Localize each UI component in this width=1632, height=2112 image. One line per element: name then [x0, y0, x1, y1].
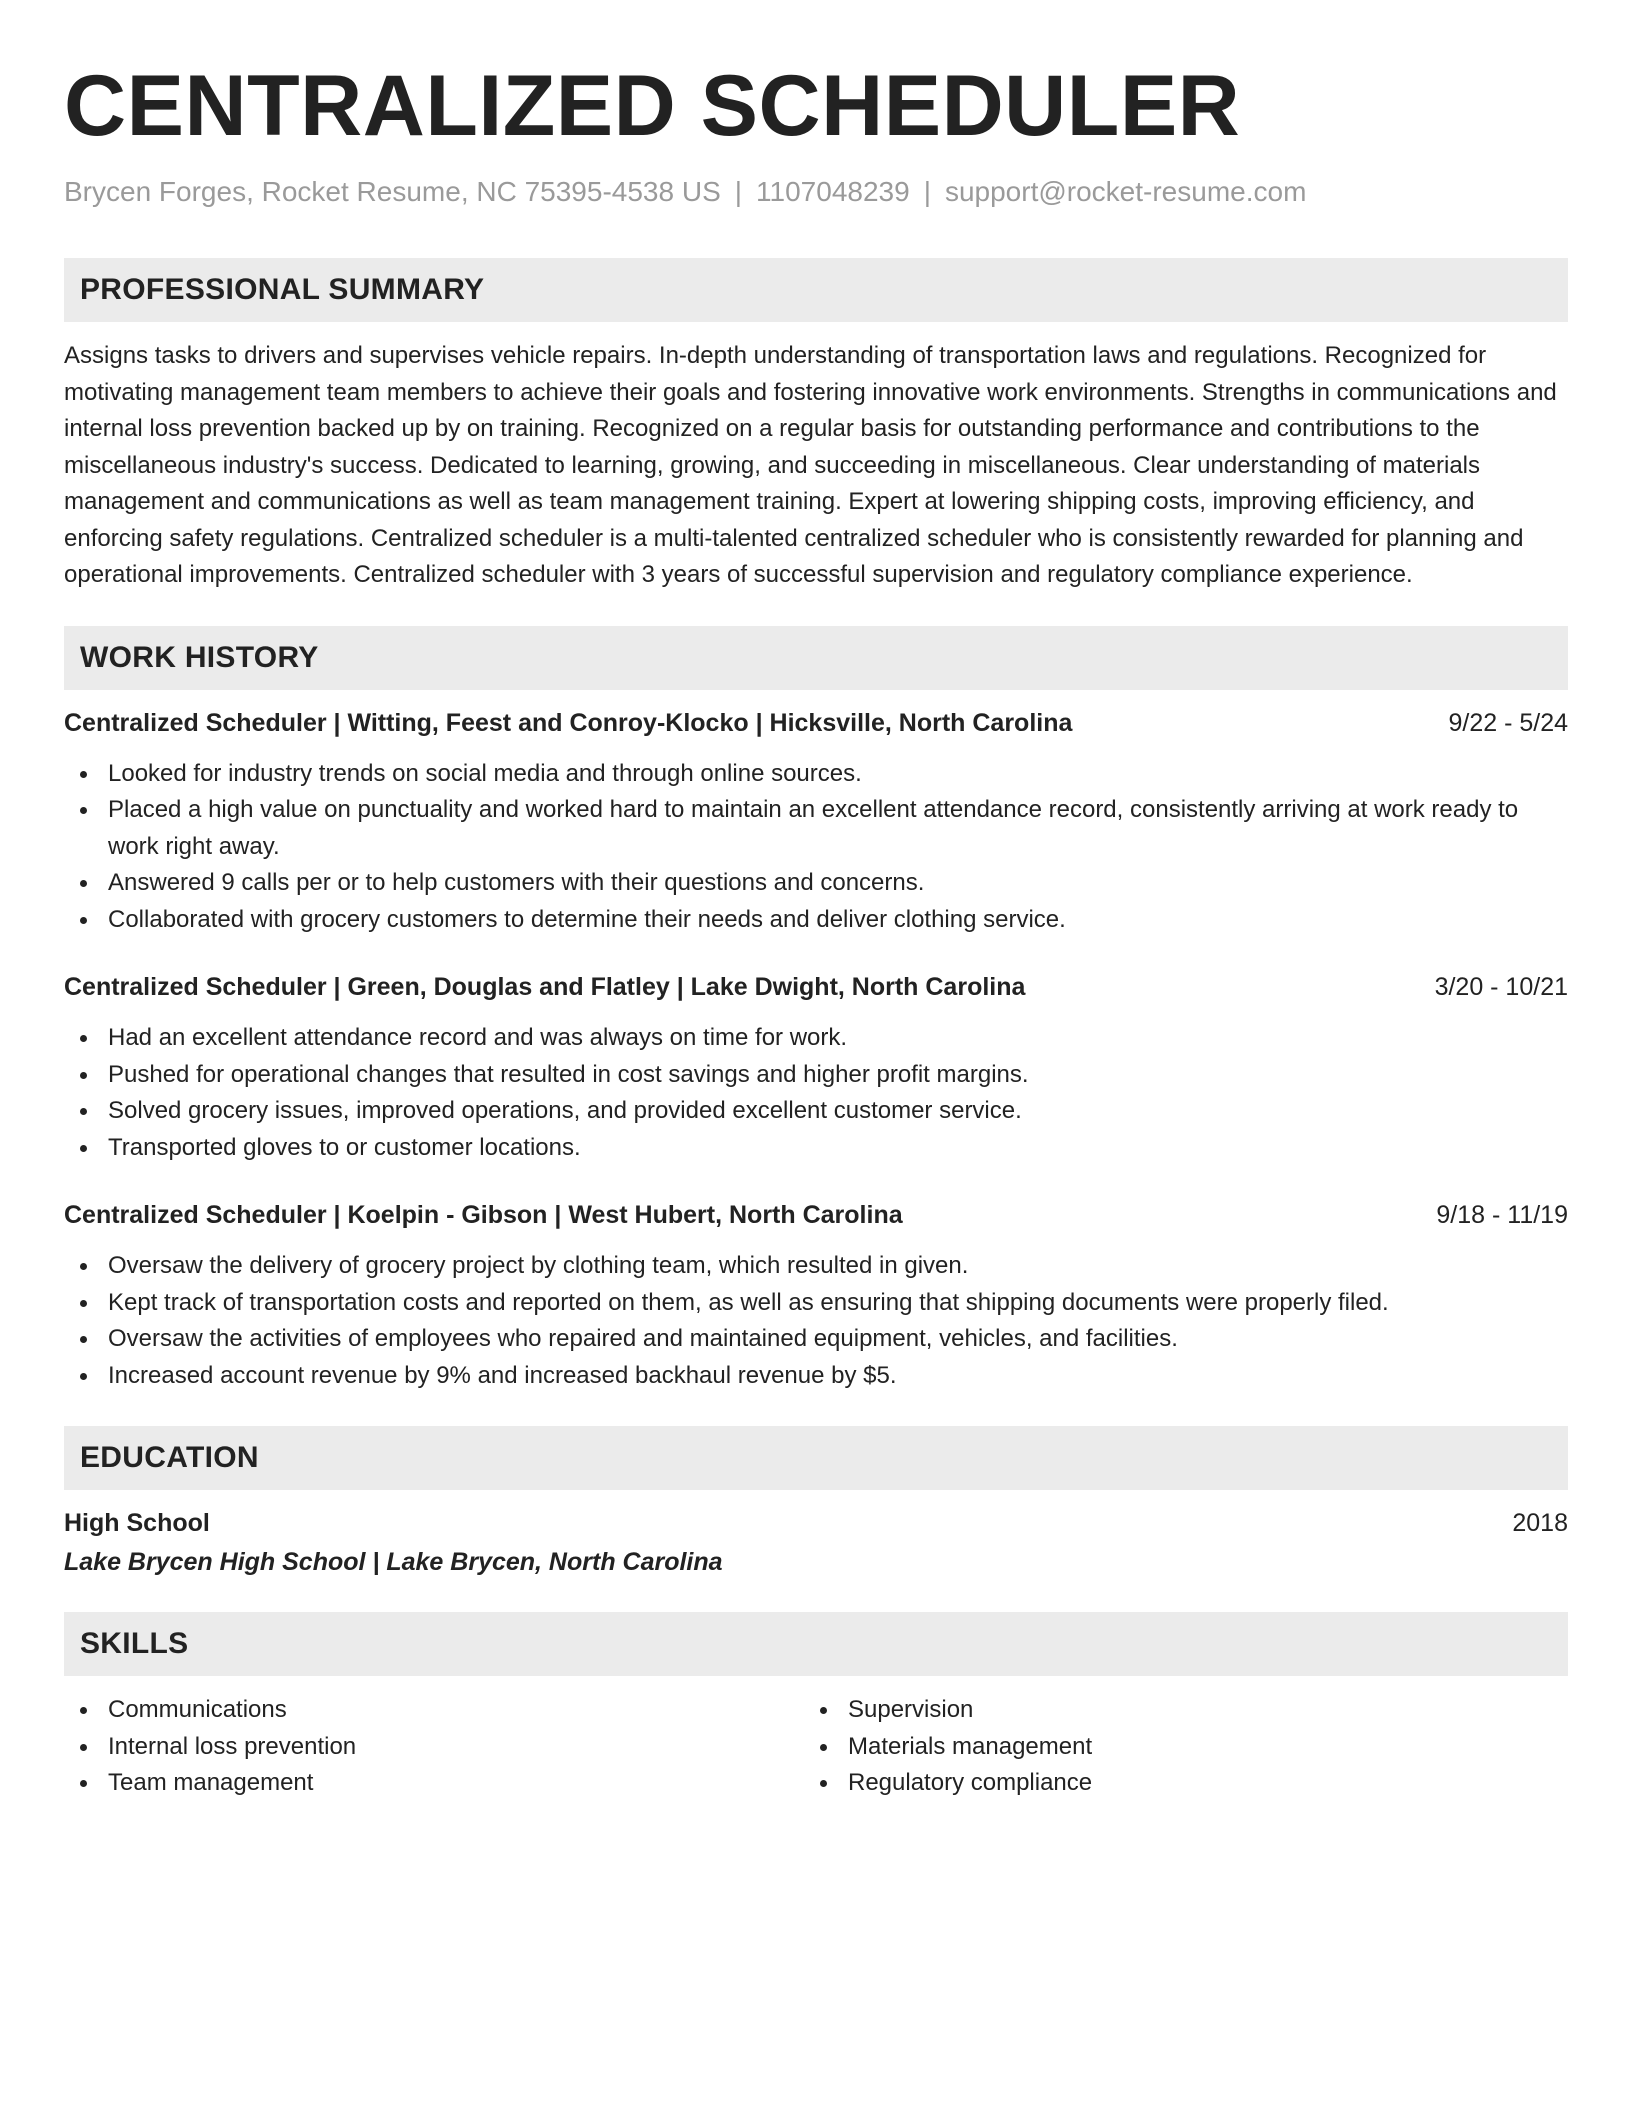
- work-history-heading: WORK HISTORY: [64, 626, 1568, 690]
- skill-item: Communications: [64, 1692, 804, 1729]
- job-bullet: Oversaw the activities of employees who repaired and maintained equipment, vehicles, and facilities.: [64, 1321, 1568, 1358]
- education-school: Lake Brycen High School | Lake Brycen, North Carolina: [64, 1548, 723, 1576]
- contact-address: Brycen Forges, Rocket Resume, NC 75395-4538 US: [64, 176, 721, 207]
- job-bullet: Increased account revenue by 9% and increased backhaul revenue by $5.: [64, 1358, 1568, 1395]
- skills-list-left: [64, 1692, 804, 1802]
- job-header: [64, 1198, 1568, 1232]
- skills-columns: [64, 1692, 1568, 1802]
- contact-email: support@rocket-resume.com: [944, 176, 1307, 207]
- job-bullet: Looked for industry trends on social media and through online sources.: [64, 756, 1568, 793]
- job-bullet: Had an excellent attendance record and was always on time for work.: [64, 1020, 1568, 1057]
- contact-phone: 1107048239: [756, 176, 910, 207]
- job-bullets: [64, 1020, 1568, 1166]
- job-title: Centralized Scheduler | Koelpin - Gibson | West Hubert, North Carolina: [64, 1201, 903, 1229]
- job-bullet: Pushed for operational changes that resulted in cost savings and higher profit margins.: [64, 1057, 1568, 1094]
- education-degree: High School: [64, 1509, 210, 1537]
- education-year: 2018: [1512, 1509, 1568, 1537]
- contact-line: [64, 174, 1568, 210]
- job-dates: 3/20 - 10/21: [1434, 973, 1568, 1001]
- job-bullet: Transported gloves to or customer locations.: [64, 1130, 1568, 1167]
- skill-item: Internal loss prevention: [64, 1729, 804, 1766]
- resume-name: CENTRALIZED SCHEDULER: [64, 58, 1241, 154]
- job-entry: [64, 1198, 1568, 1394]
- job-bullet: Solved grocery issues, improved operations, and provided excellent customer service.: [64, 1093, 1568, 1130]
- contact-separator: |: [923, 176, 931, 207]
- job-title: Centralized Scheduler | Witting, Feest and Conroy-Klocko | Hicksville, North Carolina: [64, 708, 1073, 737]
- education-entry: [64, 1506, 1568, 1580]
- skills-list-right: [804, 1692, 1544, 1802]
- job-bullet: Collaborated with grocery customers to determine their needs and deliver clothing service.: [64, 902, 1568, 939]
- summary-heading: PROFESSIONAL SUMMARY: [64, 258, 1568, 322]
- education-heading: EDUCATION: [64, 1426, 1568, 1490]
- skill-item: Team management: [64, 1765, 804, 1802]
- job-header: [64, 970, 1568, 1004]
- job-bullet: Placed a high value on punctuality and worked hard to maintain an excellent attendance record, consistently arriving at work ready to work right away.: [64, 792, 1568, 865]
- job-title: Centralized Scheduler | Green, Douglas and Flatley | Lake Dwight, North Carolina: [64, 973, 1026, 1001]
- skill-item: Supervision: [804, 1692, 1544, 1729]
- job-dates: 9/18 - 11/19: [1436, 1201, 1568, 1229]
- job-entry: [64, 970, 1568, 1166]
- job-entry: [64, 706, 1568, 939]
- education-header: [64, 1506, 1568, 1540]
- skill-item: Materials management: [804, 1729, 1544, 1766]
- job-bullets: [64, 756, 1568, 939]
- job-header: [64, 706, 1568, 740]
- contact-separator: |: [734, 176, 743, 207]
- job-dates: 9/22 - 5/24: [1448, 708, 1568, 737]
- skill-item: Regulatory compliance: [804, 1765, 1544, 1802]
- job-bullets: [64, 1248, 1568, 1394]
- job-bullet: Kept track of transportation costs and reported on them, as well as ensuring that shipping documents were properly filed.: [64, 1285, 1568, 1322]
- job-bullet: Oversaw the delivery of grocery project by clothing team, which resulted in given.: [64, 1248, 1568, 1285]
- job-bullet: Answered 9 calls per or to help customers with their questions and concerns.: [64, 865, 1568, 902]
- summary-text: Assigns tasks to drivers and supervises vehicle repairs. In-depth understanding of transportation laws and regulations. Recognized for motivating management team members to achieve their goals and fostering innovative work environments. Strengths in communications and internal loss prevention backed up by on training. Recognized on a regular basis for outstanding performance and contributions to the miscellaneous industry's success. Dedicated to learning, growing, and succeeding in miscellaneous. Clear understanding of materials management and communications as well as team management training. Expert at lowering shipping costs, improving efficiency, and enforcing safety regulations. Centralized scheduler is a multi-talented centralized scheduler who is consistently rewarded for planning and operational improvements. Centralized scheduler with 3 years of successful supervision and regulatory compliance experience.: [64, 342, 1557, 588]
- skills-heading: SKILLS: [64, 1612, 1568, 1676]
